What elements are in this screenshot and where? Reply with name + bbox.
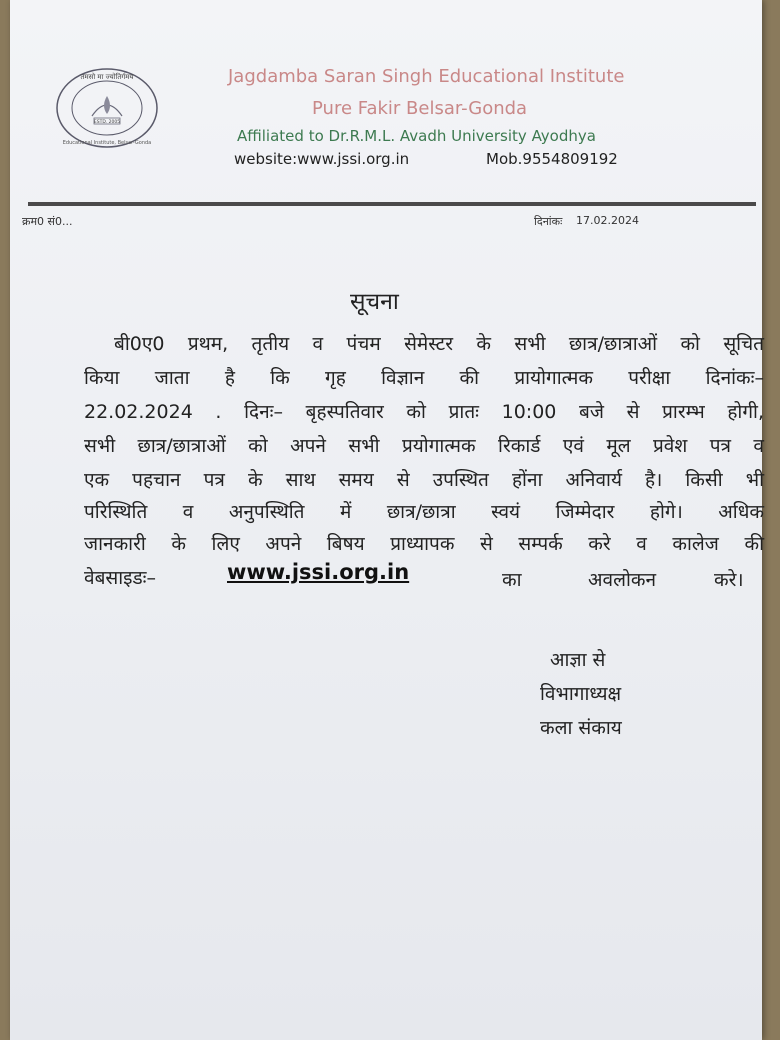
signature-by-order: आज्ञा से bbox=[550, 649, 606, 671]
notice-date: 17.02.2024 bbox=[576, 214, 639, 227]
institute-name: Jagdamba Saran Singh Educational Institute bbox=[228, 66, 625, 87]
mobile-number: Mob.9554809192 bbox=[486, 150, 618, 168]
notice-line-6: परिस्थिति व अनुपस्थिति में छात्र/छात्रा स्वयं जिम्मेदार होगे। अधिक bbox=[84, 501, 764, 523]
institute-location: Pure Fakir Belsar-Gonda bbox=[312, 98, 528, 119]
affiliation: Affiliated to Dr.R.M.L. Avadh University Ayodhya bbox=[237, 127, 596, 145]
date-label: दिनांकः bbox=[534, 215, 563, 228]
svg-text:Educational Institute, Belsar-: Educational Institute, Belsar-Gonda bbox=[62, 140, 152, 146]
notice-line-1: बी0ए0 प्रथम, तृतीय व पंचम सेमेस्टर के सभी छात्र/छात्राओं को सूचित bbox=[114, 333, 764, 355]
notice-line-7: जानकारी के लिए अपने बिषय प्राध्यापक से सम्पर्क करे व कालेज की bbox=[84, 533, 764, 555]
notice-line-2: किया जाता है कि गृह विज्ञान की प्रायोगात्मक परीक्षा दिनांकः– bbox=[84, 367, 764, 389]
header-divider bbox=[28, 202, 756, 206]
signature-faculty: कला संकाय bbox=[540, 717, 622, 739]
signature-department-head: विभागाध्यक्ष bbox=[540, 683, 622, 705]
reference-number: क्रम0 सं0... bbox=[22, 215, 73, 228]
svg-text:तमसो मा ज्योतिर्गमय: तमसो मा ज्योतिर्गमय bbox=[80, 73, 134, 81]
website-header: website:www.jssi.org.in bbox=[234, 150, 410, 168]
notice-paper bbox=[10, 0, 762, 1040]
closing-word-1: का bbox=[502, 569, 522, 591]
closing-word-3: करे। bbox=[714, 569, 744, 591]
notice-line-4: सभी छात्र/छात्राओं को अपने सभी प्रयोगात्मक रिकार्ड एवं मूल प्रवेश पत्र व bbox=[84, 435, 764, 457]
notice-line-3: 22.02.2024 . दिनः– बृहस्पतिवार को प्रातः 10:00 बजे से प्रारम्भ होगी, bbox=[84, 401, 764, 423]
website-label: वेबसाइडः– bbox=[84, 567, 157, 589]
svg-text:ESTD. 2005: ESTD. 2005 bbox=[93, 120, 121, 125]
notice-line-5: एक पहचान पत्र के साथ समय से उपस्थित होंना अनिवार्य है। किसी भी bbox=[84, 469, 764, 491]
website-link[interactable]: www.jssi.org.in bbox=[227, 560, 410, 584]
closing-word-2: अवलोकन bbox=[588, 569, 657, 591]
institute-seal-logo bbox=[54, 66, 160, 150]
notice-title: सूचना bbox=[350, 289, 399, 315]
